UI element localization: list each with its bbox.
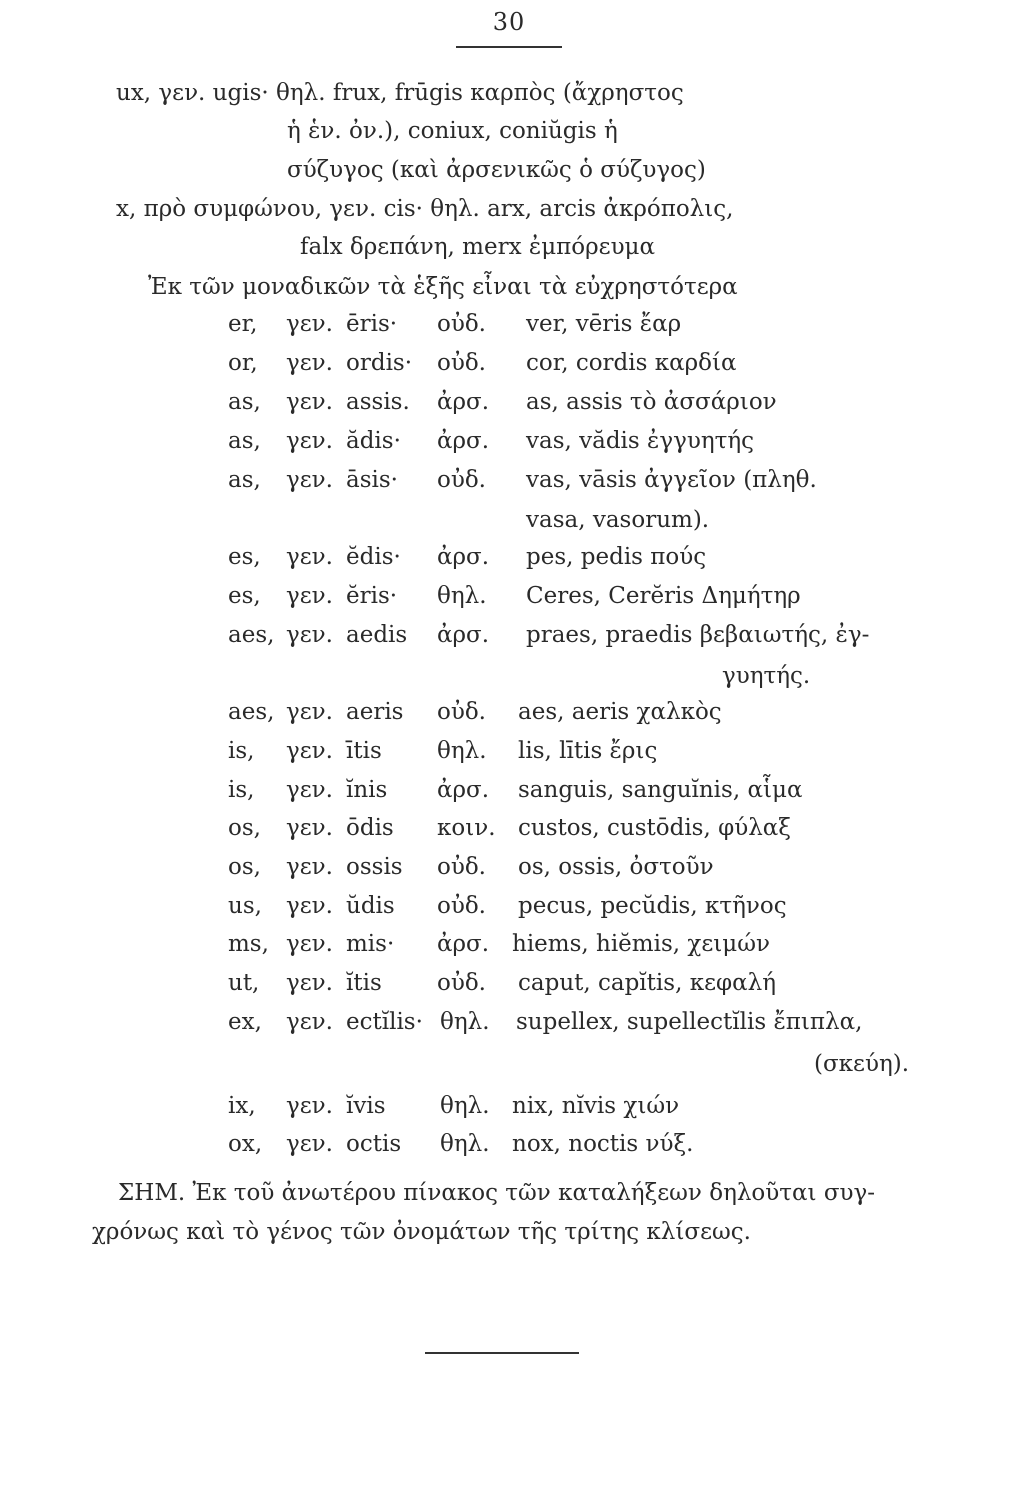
example-cell: supellex, supellectĭlis ἔπιπλα, — [516, 1009, 863, 1035]
gender-cell: οὐδ. — [437, 970, 486, 996]
genitive-ending-cell: ectĭlis· — [346, 1009, 423, 1035]
gender-cell: ἀρσ. — [437, 777, 490, 803]
genitive-ending-cell: ōdis — [346, 815, 394, 841]
ending-cell: aes, — [228, 622, 275, 648]
example-cell: sanguis, sanguĭnis, αἷμα — [518, 777, 803, 803]
genitive-ending-cell: ossis — [346, 854, 403, 880]
intro-line: x, πρὸ συμφώνου, γεν. cis· θηλ. arx, arcis ἀκρόπολις, — [116, 196, 734, 222]
intro-line: ux, γεν. ugis· θηλ. frux, frūgis καρπὸς (ἄχρηστος — [116, 80, 684, 106]
intro-line: Ἐκ τῶν μοναδικῶν τὰ ἑξῆς εἶναι τὰ εὐχρηστότερα — [148, 274, 738, 300]
genitive-abbrev: γεν. — [286, 815, 333, 841]
genitive-ending-cell: octis — [346, 1131, 402, 1157]
ending-cell: us, — [228, 893, 262, 919]
example-cell: lis, lītis ἔρις — [518, 738, 658, 764]
gender-cell: οὐδ. — [437, 311, 486, 337]
note-line: ΣΗΜ. Ἐκ τοῦ ἀνωτέρου πίνακος τῶν καταλήξεων δηλοῦται συγ- — [118, 1180, 876, 1206]
example-cell: cor, cordis καρδία — [526, 350, 737, 376]
genitive-ending-cell: ĭtis — [346, 970, 382, 996]
genitive-abbrev: γεν. — [286, 1009, 333, 1035]
ending-cell: ut, — [228, 970, 260, 996]
header-rule — [456, 46, 562, 48]
genitive-abbrev: γεν. — [286, 350, 333, 376]
genitive-abbrev: γεν. — [286, 738, 333, 764]
ending-cell: ox, — [228, 1131, 263, 1157]
genitive-abbrev: γεν. — [286, 970, 333, 996]
ending-cell: es, — [228, 583, 261, 609]
gender-cell: ἀρσ. — [437, 389, 490, 415]
example-cell: praes, praedis βεβαιωτής, ἐγ- — [526, 622, 870, 648]
ending-cell: as, — [228, 389, 261, 415]
ending-cell: ix, — [228, 1093, 256, 1119]
genitive-abbrev: γεν. — [286, 428, 333, 454]
genitive-ending-cell: aedis — [346, 622, 408, 648]
gender-cell: θηλ. — [440, 1009, 490, 1035]
genitive-abbrev: γεν. — [286, 931, 333, 957]
example-cell: Ceres, Cerĕris Δημήτηρ — [526, 583, 801, 609]
gender-cell: κοιν. — [437, 815, 496, 841]
genitive-abbrev: γεν. — [286, 854, 333, 880]
genitive-ending-cell: ītis — [346, 738, 382, 764]
example-cell: os, ossis, ὀστοῦν — [518, 854, 714, 880]
gender-cell: ἀρσ. — [437, 544, 490, 570]
example-cell: hiems, hiĕmis, χειμών — [512, 931, 770, 957]
genitive-abbrev: γεν. — [286, 1131, 333, 1157]
intro-line: ἡ ἑν. ὀν.), coniux, coniŭgis ἡ — [287, 118, 618, 144]
ending-cell: as, — [228, 467, 261, 493]
note-line: χρόνως καὶ τὸ γένος τῶν ὀνομάτων τῆς τρίτης κλίσεως. — [92, 1219, 751, 1245]
genitive-ending-cell: ĕris· — [346, 583, 398, 609]
example-cell: custos, custōdis, φύλαξ — [518, 815, 791, 841]
gender-cell: οὐδ. — [437, 467, 486, 493]
gender-cell: θηλ. — [440, 1131, 490, 1157]
intro-line: σύζυγος (καὶ ἀρσενικῶς ὁ σύζυγος) — [287, 157, 706, 183]
genitive-abbrev: γεν. — [286, 777, 333, 803]
genitive-ending-cell: ĭvis — [346, 1093, 386, 1119]
genitive-abbrev: γεν. — [286, 622, 333, 648]
ending-cell: es, — [228, 544, 261, 570]
gender-cell: οὐδ. — [437, 699, 486, 725]
gender-cell: θηλ. — [437, 583, 487, 609]
genitive-ending-cell: assis. — [346, 389, 410, 415]
footer-rule — [425, 1352, 579, 1354]
ending-cell: or, — [228, 350, 258, 376]
ending-cell: is, — [228, 738, 255, 764]
genitive-abbrev: γεν. — [286, 583, 333, 609]
genitive-abbrev: γεν. — [286, 1093, 333, 1119]
example-cell: pecus, pecŭdis, κτῆνος — [518, 893, 787, 919]
genitive-ending-cell: ŭdis — [346, 893, 395, 919]
example-cell: vas, vāsis ἀγγεῖον (πληθ. — [526, 467, 817, 493]
example-continuation: (σκεύη). — [814, 1051, 910, 1077]
gender-cell: θηλ. — [437, 738, 487, 764]
gender-cell: ἀρσ. — [437, 622, 490, 648]
ending-cell: ms, — [228, 931, 269, 957]
gender-cell: οὐδ. — [437, 350, 486, 376]
gender-cell: οὐδ. — [437, 854, 486, 880]
example-cell: as, assis τὸ ἀσσάριον — [526, 389, 777, 415]
intro-line: falx δρεπάνη, merx ἐμπόρευμα — [300, 234, 656, 260]
genitive-ending-cell: ēris· — [346, 311, 398, 337]
example-cell: caput, capĭtis, κεφαλή — [518, 970, 776, 996]
page-number: 30 — [492, 8, 526, 36]
genitive-abbrev: γεν. — [286, 311, 333, 337]
ending-cell: er, — [228, 311, 258, 337]
example-cell: vas, vădis ἐγγυητής — [526, 428, 755, 454]
gender-cell: ἀρσ. — [437, 428, 490, 454]
genitive-ending-cell: mis· — [346, 931, 395, 957]
genitive-ending-cell: aeris — [346, 699, 404, 725]
example-cell: pes, pedis πούς — [526, 544, 707, 570]
example-continuation: γυητής. — [722, 663, 811, 689]
example-continuation: vasa, vasorum). — [526, 507, 710, 533]
example-cell: aes, aeris χαλκὸς — [518, 699, 722, 725]
genitive-abbrev: γεν. — [286, 893, 333, 919]
genitive-abbrev: γεν. — [286, 467, 333, 493]
genitive-ending-cell: ădis· — [346, 428, 401, 454]
example-cell: nix, nĭvis χιών — [512, 1093, 680, 1119]
ending-cell: aes, — [228, 699, 275, 725]
ending-cell: os, — [228, 854, 261, 880]
genitive-abbrev: γεν. — [286, 389, 333, 415]
ending-cell: is, — [228, 777, 255, 803]
gender-cell: θηλ. — [440, 1093, 490, 1119]
gender-cell: οὐδ. — [437, 893, 486, 919]
gender-cell: ἀρσ. — [437, 931, 490, 957]
ending-cell: os, — [228, 815, 261, 841]
ending-cell: ex, — [228, 1009, 262, 1035]
genitive-ending-cell: ordis· — [346, 350, 413, 376]
genitive-abbrev: γεν. — [286, 699, 333, 725]
genitive-ending-cell: ĕdis· — [346, 544, 401, 570]
genitive-ending-cell: ĭnis — [346, 777, 388, 803]
example-cell: ver, vēris ἔαρ — [526, 311, 682, 337]
genitive-ending-cell: āsis· — [346, 467, 398, 493]
example-cell: nox, noctis νύξ. — [512, 1131, 694, 1157]
ending-cell: as, — [228, 428, 261, 454]
genitive-abbrev: γεν. — [286, 544, 333, 570]
